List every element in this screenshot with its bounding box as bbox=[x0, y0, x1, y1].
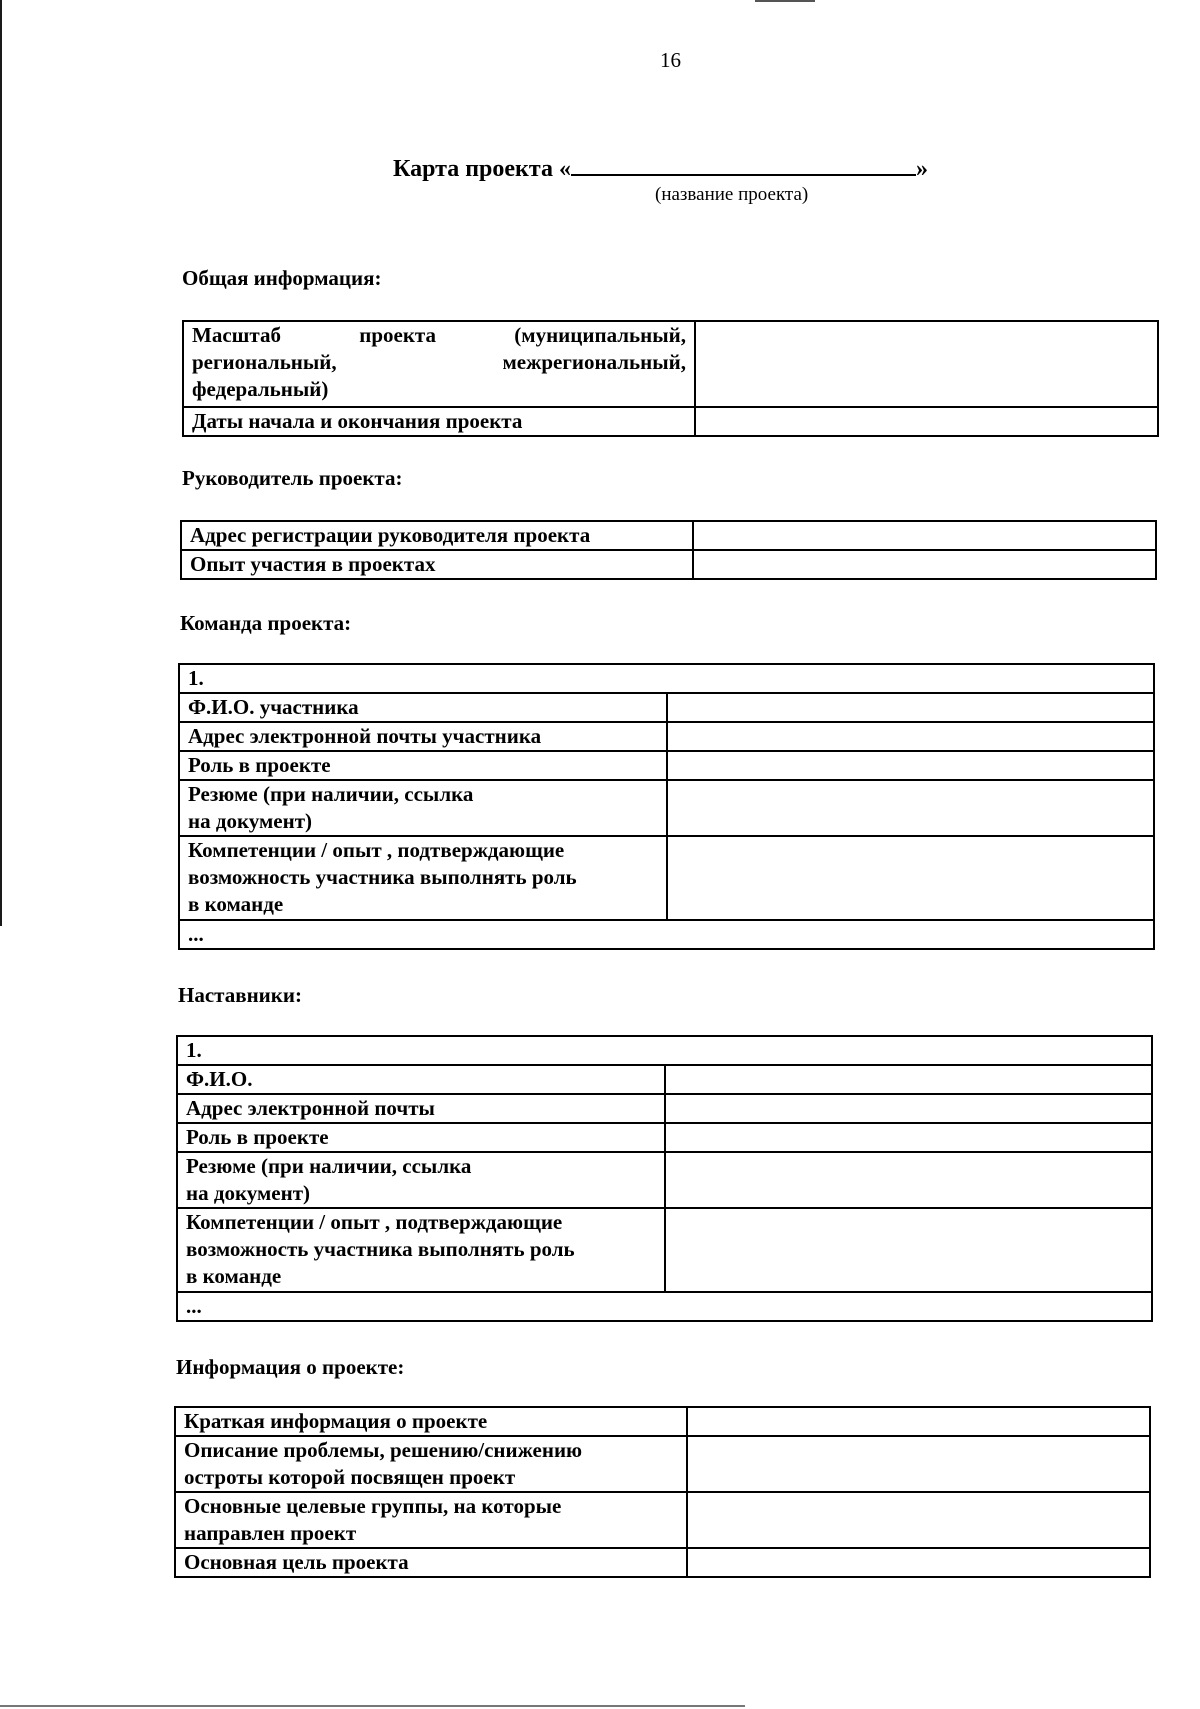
scan-edge-top bbox=[755, 0, 815, 2]
scale-label-line: региональный, межрегиональный, bbox=[192, 350, 686, 374]
mentor-resume-label-line: Резюме (при наличии, ссылка bbox=[186, 1154, 472, 1178]
mentors-table bbox=[176, 1035, 1153, 1322]
scale-label-line: федеральный) bbox=[192, 377, 329, 401]
scale-label-line: Масштаб проекта (муниципальный, bbox=[192, 323, 686, 347]
team-competence-label-line: Компетенции / опыт , подтверждающие bbox=[188, 838, 565, 862]
table-row bbox=[175, 1548, 1150, 1577]
mentor-role-label: Роль в проекте bbox=[177, 1123, 665, 1152]
team-role-label: Роль в проекте bbox=[179, 751, 667, 780]
scale-label bbox=[183, 321, 695, 407]
team-resume-label-line: Резюме (при наличии, ссылка bbox=[188, 782, 474, 806]
team-resume-value-cell[interactable] bbox=[667, 780, 1155, 836]
team-resume-label bbox=[179, 780, 667, 836]
team-competence-label bbox=[179, 836, 667, 920]
scale-value-cell[interactable] bbox=[695, 321, 1158, 407]
mentor-resume-label bbox=[177, 1152, 665, 1208]
general-info-table bbox=[182, 320, 1159, 437]
team-email-value-cell[interactable] bbox=[667, 722, 1155, 751]
leader-experience-value-cell[interactable] bbox=[693, 550, 1156, 579]
title-caption: (название проекта) bbox=[655, 184, 809, 205]
team-role-value-cell[interactable] bbox=[667, 751, 1155, 780]
problem-label-line: остроты которой посвящен проект bbox=[184, 1465, 516, 1489]
team-name-value-cell[interactable] bbox=[667, 693, 1155, 722]
team-email-label: Адрес электронной почты участника bbox=[179, 722, 667, 751]
table-row bbox=[179, 780, 1154, 836]
scan-edge-bottom bbox=[0, 1705, 745, 1707]
targets-label-line: направлен проект bbox=[184, 1521, 357, 1545]
title-suffix: » bbox=[915, 156, 928, 182]
team-resume-label-line: на документ) bbox=[188, 809, 313, 833]
table-row bbox=[179, 836, 1154, 920]
section-heading-project-info: Информация о проекте: bbox=[176, 1355, 405, 1379]
targets-label-line: Основные целевые группы, на которые bbox=[184, 1494, 562, 1518]
section-heading-general: Общая информация: bbox=[182, 266, 382, 290]
table-row bbox=[177, 1292, 1152, 1321]
table-row bbox=[175, 1492, 1150, 1548]
problem-label bbox=[175, 1436, 687, 1492]
mentor-competence-value-cell[interactable] bbox=[665, 1208, 1153, 1292]
table-row bbox=[179, 751, 1154, 780]
problem-value-cell[interactable] bbox=[687, 1436, 1150, 1492]
table-row bbox=[177, 1036, 1152, 1065]
document-title bbox=[393, 152, 928, 183]
targets-label bbox=[175, 1492, 687, 1548]
leader-address-value-cell[interactable] bbox=[693, 521, 1156, 550]
table-row bbox=[181, 550, 1156, 579]
summary-label: Краткая информация о проекте bbox=[175, 1407, 687, 1436]
table-row bbox=[179, 722, 1154, 751]
team-name-label: Ф.И.О. участника bbox=[179, 693, 667, 722]
team-more-row: ... bbox=[179, 920, 1154, 949]
mentor-competence-label bbox=[177, 1208, 665, 1292]
table-row bbox=[175, 1407, 1150, 1436]
leader-table bbox=[180, 520, 1157, 580]
table-row bbox=[179, 664, 1154, 693]
goal-label: Основная цель проекта bbox=[175, 1548, 687, 1577]
table-row bbox=[177, 1123, 1152, 1152]
table-row bbox=[177, 1065, 1152, 1094]
table-row bbox=[183, 321, 1158, 407]
leader-address-label: Адрес регистрации руководителя проекта bbox=[181, 521, 693, 550]
section-heading-team: Команда проекта: bbox=[180, 611, 352, 635]
mentor-email-value-cell[interactable] bbox=[665, 1094, 1153, 1123]
mentor-competence-label-line: возможность участника выполнять роль bbox=[186, 1237, 575, 1261]
team-competence-value-cell[interactable] bbox=[667, 836, 1155, 920]
table-row bbox=[177, 1208, 1152, 1292]
mentor-email-label: Адрес электронной почты bbox=[177, 1094, 665, 1123]
problem-label-line: Описание проблемы, решению/снижению bbox=[184, 1438, 583, 1462]
page-number: 16 bbox=[660, 48, 681, 72]
team-member-number: 1. bbox=[179, 664, 1154, 693]
table-row bbox=[179, 693, 1154, 722]
title-prefix: Карта проекта « bbox=[393, 156, 571, 182]
table-row bbox=[179, 920, 1154, 949]
table-row bbox=[181, 521, 1156, 550]
team-table bbox=[178, 663, 1155, 950]
mentor-competence-label-line: в команде bbox=[186, 1264, 282, 1288]
mentor-number: 1. bbox=[177, 1036, 1152, 1065]
mentor-resume-value-cell[interactable] bbox=[665, 1152, 1153, 1208]
table-row bbox=[175, 1436, 1150, 1492]
dates-value-cell[interactable] bbox=[695, 407, 1158, 436]
table-row bbox=[177, 1094, 1152, 1123]
targets-value-cell[interactable] bbox=[687, 1492, 1150, 1548]
table-row bbox=[177, 1152, 1152, 1208]
dates-label: Даты начала и окончания проекта bbox=[183, 407, 695, 436]
scan-edge-left bbox=[0, 0, 2, 926]
leader-experience-label: Опыт участия в проектах bbox=[181, 550, 693, 579]
section-heading-leader: Руководитель проекта: bbox=[182, 466, 403, 490]
team-competence-label-line: в команде bbox=[188, 892, 284, 916]
mentor-name-value-cell[interactable] bbox=[665, 1065, 1153, 1094]
mentor-name-label: Ф.И.О. bbox=[177, 1065, 665, 1094]
team-competence-label-line: возможность участника выполнять роль bbox=[188, 865, 577, 889]
section-heading-mentors: Наставники: bbox=[178, 983, 302, 1007]
summary-value-cell[interactable] bbox=[687, 1407, 1150, 1436]
table-row bbox=[183, 407, 1158, 436]
mentor-competence-label-line: Компетенции / опыт , подтверждающие bbox=[186, 1210, 563, 1234]
project-info-table bbox=[174, 1406, 1151, 1578]
mentor-role-value-cell[interactable] bbox=[665, 1123, 1153, 1152]
mentor-more-row: ... bbox=[177, 1292, 1152, 1321]
mentor-resume-label-line: на документ) bbox=[186, 1181, 311, 1205]
goal-value-cell[interactable] bbox=[687, 1548, 1150, 1577]
project-name-blank[interactable] bbox=[571, 152, 916, 176]
